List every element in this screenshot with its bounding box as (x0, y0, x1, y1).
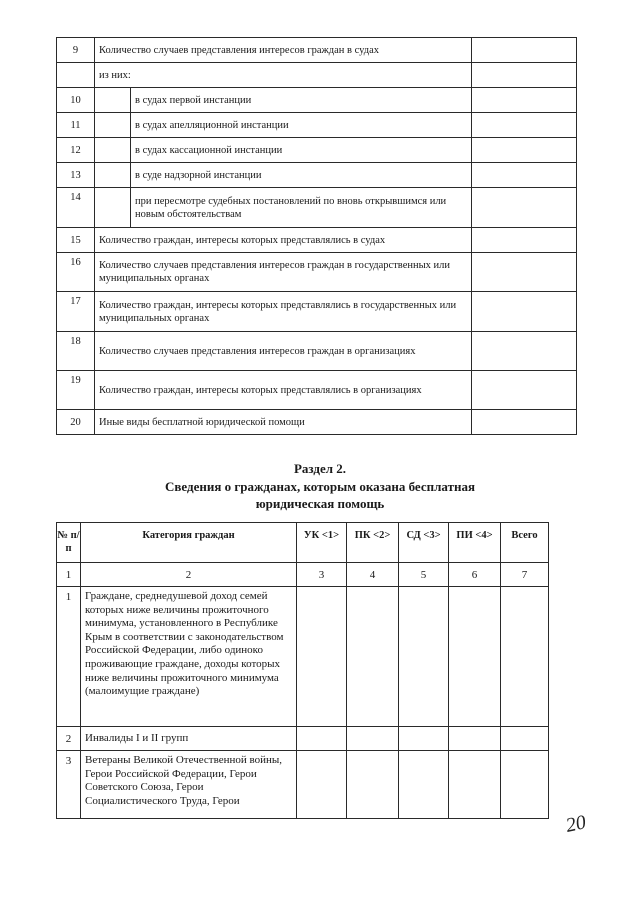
row-label: Количество случаев представления интересов граждан в судах (95, 38, 472, 63)
row-number: 14 (57, 188, 95, 228)
row-number: 13 (57, 163, 95, 188)
row-number: 15 (57, 228, 95, 253)
citizens-table (56, 522, 549, 819)
value-cell-pi[interactable] (449, 727, 501, 751)
value-cell-uk[interactable] (297, 727, 347, 751)
section-subtitle-line2: юридическая помощь (255, 496, 385, 511)
indent-cell (95, 188, 131, 228)
header-total: Всего (501, 523, 549, 563)
row-number: 9 (57, 38, 95, 63)
value-cell[interactable] (472, 113, 577, 138)
row-label: Количество граждан, интересы которых представлялись в судах (95, 228, 472, 253)
row-label: в судах апелляционной инстанции (131, 113, 472, 138)
index-cell: 3 (297, 563, 347, 587)
value-cell-sd[interactable] (399, 587, 449, 727)
value-cell[interactable] (472, 188, 577, 228)
value-cell[interactable] (472, 253, 577, 292)
header-uk: УК <1> (297, 523, 347, 563)
row-label: из них: (95, 63, 472, 88)
value-cell-pi[interactable] (449, 587, 501, 727)
index-cell: 5 (399, 563, 449, 587)
row-number: 3 (57, 751, 81, 819)
value-cell-pi[interactable] (449, 751, 501, 819)
value-cell[interactable] (472, 63, 577, 88)
value-cell[interactable] (472, 332, 577, 371)
table-row (57, 587, 549, 727)
table-row (57, 371, 577, 410)
value-cell-pk[interactable] (347, 727, 399, 751)
row-label: Количество случаев представления интересов граждан в государственных или муниципальных органах (95, 253, 472, 292)
value-cell[interactable] (472, 88, 577, 113)
row-number: 11 (57, 113, 95, 138)
row-number: 2 (57, 727, 81, 751)
category-text: Инвалиды I и II групп (81, 727, 297, 751)
value-cell[interactable] (472, 163, 577, 188)
indent-cell (95, 163, 131, 188)
value-cell-uk[interactable] (297, 587, 347, 727)
row-label: в суде надзорной инстанции (131, 163, 472, 188)
header-pi: ПИ <4> (449, 523, 501, 563)
table-row (57, 727, 549, 751)
row-number: 1 (57, 587, 81, 727)
value-cell-total[interactable] (501, 751, 549, 819)
row-number (57, 63, 95, 88)
index-cell: 7 (501, 563, 549, 587)
table-row (57, 332, 577, 371)
value-cell[interactable] (472, 371, 577, 410)
table-row (57, 410, 577, 435)
table-row (57, 228, 577, 253)
category-text: Граждане, среднедушевой доход семей которых ниже величины прожиточного минимума, установленного в Республике Крым в соответствии с законодательством Российской Федерации, либо одиноко проживающие граждане, доходы которых ниже величины прожиточного минимума (малоимущие граждане) (81, 587, 297, 727)
row-label: Количество граждан, интересы которых представлялись в организациях (95, 371, 472, 410)
report-table-section1 (56, 37, 577, 435)
row-label: в судах первой инстанции (131, 88, 472, 113)
header-row (57, 523, 549, 563)
value-cell-pk[interactable] (347, 751, 399, 819)
category-text: Ветераны Великой Отечественной войны, Герои Российской Федерации, Герои Советского Союза, Герои Социалистического Труда, Герои (81, 751, 297, 819)
table-row (57, 188, 577, 228)
row-number: 20 (57, 410, 95, 435)
page-number: 20 (563, 811, 588, 837)
index-cell: 4 (347, 563, 399, 587)
table-row (57, 88, 577, 113)
row-number: 18 (57, 332, 95, 371)
row-number: 19 (57, 371, 95, 410)
table-row (57, 38, 577, 63)
header-pk: ПК <2> (347, 523, 399, 563)
value-cell-uk[interactable] (297, 751, 347, 819)
row-label: Количество граждан, интересы которых представлялись в государственных или муниципальных органах (95, 292, 472, 332)
row-label: в судах кассационной инстанции (131, 138, 472, 163)
value-cell-total[interactable] (501, 727, 549, 751)
table-row (57, 113, 577, 138)
table-row (57, 751, 549, 819)
table-row (57, 292, 577, 332)
row-label: Количество случаев представления интересов граждан в организациях (95, 332, 472, 371)
index-cell: 2 (81, 563, 297, 587)
indent-cell (95, 88, 131, 113)
row-number: 12 (57, 138, 95, 163)
header-category: Категория граждан (81, 523, 297, 563)
section-title: Раздел 2. (293, 461, 347, 476)
row-number: 17 (57, 292, 95, 332)
index-cell: 1 (57, 563, 81, 587)
value-cell[interactable] (472, 410, 577, 435)
header-num: № п/п (57, 523, 81, 563)
value-cell-pk[interactable] (347, 587, 399, 727)
value-cell[interactable] (472, 138, 577, 163)
table-row (57, 253, 577, 292)
table-row (57, 163, 577, 188)
section-subtitle-line1: Сведения о гражданах, которым оказана бесплатная (165, 479, 475, 494)
value-cell-sd[interactable] (399, 727, 449, 751)
value-cell-sd[interactable] (399, 751, 449, 819)
row-label: Иные виды бесплатной юридической помощи (95, 410, 472, 435)
indent-cell (95, 113, 131, 138)
table-row (57, 63, 577, 88)
row-label: при пересмотре судебных постановлений по вновь открывшимся или новым обстоятельствам (131, 188, 472, 228)
value-cell-total[interactable] (501, 587, 549, 727)
indent-cell (95, 138, 131, 163)
value-cell[interactable] (472, 228, 577, 253)
index-cell: 6 (449, 563, 501, 587)
value-cell[interactable] (472, 38, 577, 63)
header-sd: СД <3> (399, 523, 449, 563)
index-row (57, 563, 549, 587)
row-number: 10 (57, 88, 95, 113)
value-cell[interactable] (472, 292, 577, 332)
row-number: 16 (57, 253, 95, 292)
table-row (57, 138, 577, 163)
